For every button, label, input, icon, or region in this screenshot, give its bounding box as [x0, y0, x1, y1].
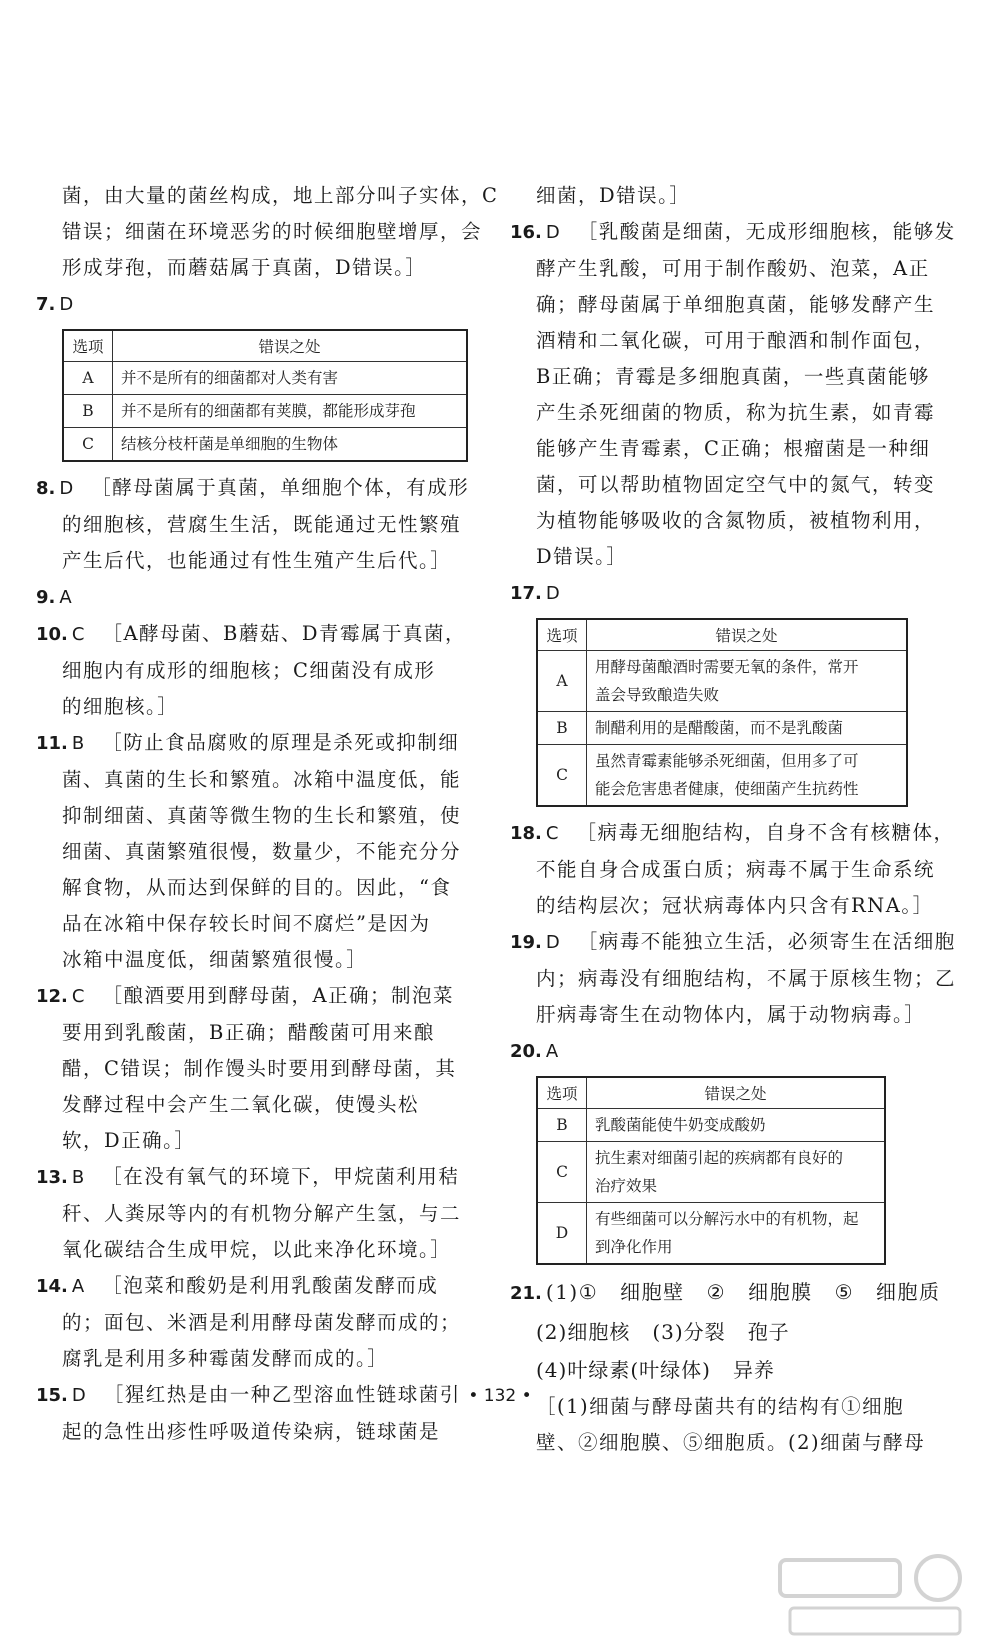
text-line: ［防止食品腐败的原理是杀死或抑制细: [102, 731, 460, 754]
table-cell-text: [587, 745, 908, 807]
answer-part: ⑤: [834, 1280, 855, 1304]
table-row: [63, 395, 467, 428]
cell-line: 虽然青霉素能够杀死细菌，但用多了可: [595, 752, 859, 770]
text-line: 能够产生青霉素，C正确；根瘤菌是一种细: [536, 437, 931, 460]
question-number: 15.: [36, 1385, 68, 1406]
text-line: 抑制细菌、真菌等微生物的生长和繁殖，使: [62, 804, 462, 827]
answer-letter: C: [71, 624, 85, 645]
answer-part: (2)细胞核: [536, 1320, 631, 1344]
text-line: 的；面包、米酒是利用酵母菌发酵而成的；: [62, 1311, 462, 1334]
table-cell-text: [587, 1109, 886, 1142]
text-line: ［猩红热是由一种乙型溶血性链球菌引: [103, 1383, 461, 1406]
question-18: [510, 815, 955, 852]
question-number: 17.: [510, 583, 542, 604]
text-line: 产生杀死细菌的物质，称为抗生素，如青霉: [536, 401, 936, 424]
question-number: 21.: [510, 1283, 542, 1304]
table-header-option: 选项: [537, 619, 587, 651]
table-header-error: 错误之处: [113, 330, 468, 362]
text-line: 形成芽孢，而蘑菇属于真菌，D错误。］: [62, 256, 427, 279]
text-line: 氧化碳结合生成甲烷，以此来净化环境。］: [62, 1238, 452, 1261]
cell-line: 用酵母菌酿酒时需要无氧的条件，常开: [595, 658, 859, 676]
text-line: ［在没有氧气的环境下，甲烷菌利用秸: [102, 1165, 460, 1188]
question-16: [510, 214, 956, 251]
text-line: ［酵母菌属于真菌，单细胞个体，有成形: [91, 476, 470, 499]
question-number: 11.: [36, 733, 68, 754]
answer-letter: A: [71, 1276, 85, 1297]
answer-letter: A: [545, 1041, 559, 1062]
answer-part: 异养: [732, 1358, 775, 1382]
table-header-option: 选项: [63, 330, 113, 362]
table-cell-option: B: [537, 1109, 587, 1142]
question-number: 13.: [36, 1167, 68, 1188]
table-row: [537, 1109, 885, 1142]
watermark-logo: [770, 1548, 970, 1643]
table-cell-option: B: [63, 395, 113, 428]
answer-part: 细胞膜: [748, 1280, 813, 1304]
table-cell-text: [587, 1142, 886, 1203]
answer-letter: C: [71, 986, 85, 1007]
text-line: D错误。］: [536, 545, 628, 568]
table-cell-option: B: [537, 712, 587, 745]
table-cell-option: C: [63, 428, 113, 462]
cell-line: 有些细菌可以分解污水中的有机物，起: [595, 1210, 859, 1228]
question-number: 14.: [36, 1276, 68, 1297]
text-line: 细菌、真菌繁殖很慢，数量少，不能充分分: [62, 840, 462, 863]
left-column: [36, 178, 499, 1450]
text-line: 的结构层次；冠状病毒体内只含有RNA。］: [536, 894, 934, 917]
table-cell-option: C: [537, 1142, 587, 1203]
text-line: 肝病毒寄生在动物体内，属于动物病毒。］: [536, 1003, 926, 1026]
text-line: 品在冰箱中保存较长时间不腐烂”是因为: [62, 912, 431, 935]
answer-letter: D: [59, 478, 74, 499]
text-line: 产生后代，也能通过有性生殖产生后代。］: [62, 549, 452, 572]
error-table-q20: [536, 1076, 886, 1265]
question-number: 20.: [510, 1041, 542, 1062]
question-21: [510, 1273, 950, 1313]
table-row: [537, 745, 907, 807]
cell-line: 治疗效果: [595, 1177, 658, 1195]
question-number: 10.: [36, 624, 68, 645]
answer-letter: B: [71, 1167, 85, 1188]
table-cell-option: C: [537, 745, 587, 807]
answer-part: 细胞质: [876, 1280, 941, 1304]
question-10: [36, 616, 476, 653]
table-row: [63, 362, 467, 395]
table-row: [537, 1203, 885, 1265]
text-line: 秆、人粪尿等内的有机物分解产生氢，与二: [62, 1202, 462, 1225]
text-line: 起的急性出疹性呼吸道传染病，链球菌是: [62, 1420, 441, 1443]
answer-part: ②: [706, 1280, 727, 1304]
text-line: ［乳酸菌是细菌，无成形细胞核，能够发: [577, 220, 956, 243]
table-cell-option: A: [63, 362, 113, 395]
text-line: 的细胞核，营腐生生活，既能通过无性繁殖: [62, 513, 462, 536]
right-column: [510, 178, 957, 1461]
text-line: 错误；细菌在环境恶劣的时候细胞壁增厚，会: [62, 220, 483, 243]
cell-line: 能会危害患者健康，使细菌产生抗药性: [595, 780, 859, 798]
answer-letter: B: [71, 733, 85, 754]
table-cell-text: 并不是所有的细菌都有荚膜，都能形成芽孢: [113, 395, 468, 428]
text-line: ［A酵母菌、B蘑菇、D青霉属于真菌，: [102, 622, 467, 645]
question-number: 9.: [36, 587, 56, 608]
question-number: 19.: [510, 932, 542, 953]
table-cell-text: [587, 1203, 886, 1265]
question-number: 16.: [510, 222, 542, 243]
answer-line: [510, 1351, 950, 1389]
answer-letter: D: [71, 1385, 86, 1406]
text-line: ［病毒不能独立生活，必须寄生在活细胞: [577, 930, 956, 953]
answer-part: (3)分裂: [652, 1320, 726, 1344]
answer-part: 孢子: [747, 1320, 790, 1344]
error-table-q7: [62, 329, 468, 462]
question-number: 12.: [36, 986, 68, 1007]
cell-line: 乳酸菌能使牛奶变成酸奶: [595, 1116, 766, 1134]
answer-part: (4)叶绿素(叶绿体): [536, 1358, 711, 1382]
answer-letter: D: [545, 222, 560, 243]
text-line: 菌，由大量的菌丝构成，地上部分叫子实体，C: [62, 184, 499, 207]
text-line: 的细胞核。］: [62, 695, 179, 718]
text-line: 壁、②细胞膜、⑤细胞质。(2)细菌与酵母: [536, 1431, 926, 1454]
text-line: 确；酵母菌属于单细胞真菌，能够发酵产生: [536, 293, 936, 316]
question-number: 18.: [510, 823, 542, 844]
text-line: 为植物能够吸收的含氮物质，被植物利用，: [536, 509, 936, 532]
text-line: 细菌，D错误。］: [536, 184, 691, 207]
table-row: [537, 712, 907, 745]
text-line: 菌，可以帮助植物固定空气中的氮气，转变: [536, 473, 936, 496]
text-line: ［泡菜和酸奶是利用乳酸菌发酵而成: [102, 1274, 439, 1297]
question-12: [36, 978, 476, 1015]
error-table-q17: [536, 618, 908, 807]
table-row: [537, 651, 907, 712]
table-cell-text: [587, 651, 908, 712]
question-20: [510, 1033, 950, 1070]
table-cell-text: 结核分枝杆菌是单细胞的生物体: [113, 428, 468, 462]
text-line: 软，D正确。］: [62, 1129, 196, 1152]
text-line: 冰箱中温度低，细菌繁殖很慢。］: [62, 948, 368, 971]
answer-letter: A: [59, 587, 72, 608]
text-line: 腐乳是利用多种霉菌发酵而成的。］: [62, 1347, 389, 1370]
text-line: 细胞内有成形的细胞核；C细菌没有成形: [62, 659, 436, 682]
question-11: [36, 725, 476, 762]
table-cell-option: D: [537, 1203, 587, 1265]
text-line: ［(1)细菌与酵母菌共有的结构有①细胞: [536, 1395, 905, 1418]
page-number: • 132 •: [468, 1386, 532, 1406]
text-line: 醋，C错误；制作馒头时要用到酵母菌，其: [62, 1057, 457, 1080]
text-line: 不能自身合成蛋白质；病毒不属于生命系统: [536, 858, 936, 881]
table-header-error: 错误之处: [587, 619, 908, 651]
text-line: ［酿酒要用到酵母菌，A正确；制泡菜: [102, 984, 455, 1007]
table-header-error: 错误之处: [587, 1077, 886, 1109]
cell-line: 抗生素对细菌引起的疾病都有良好的: [595, 1149, 844, 1167]
table-cell-text: [587, 712, 908, 745]
text-line: 酵产生乳酸，可用于制作酸奶、泡菜，A正: [536, 257, 930, 280]
text-line: 菌、真菌的生长和繁殖。冰箱中温度低，能: [62, 768, 462, 791]
cell-line: 制醋利用的是醋酸菌，而不是乳酸菌: [595, 719, 844, 737]
text-line: 内；病毒没有细胞结构，不属于原核生物；乙: [536, 967, 957, 990]
answer-part: 细胞壁: [620, 1280, 685, 1304]
text-line: B正确；青霉是多细胞真菌，一些真菌能够: [536, 365, 930, 388]
question-19: [510, 924, 956, 961]
answer-letter: D: [545, 932, 560, 953]
question-number: 7.: [36, 294, 56, 315]
table-cell-option: A: [537, 651, 587, 712]
table-row: [537, 1142, 885, 1203]
table-row: [63, 428, 467, 462]
question-14: [36, 1268, 476, 1305]
table-header-option: 选项: [537, 1077, 587, 1109]
answer-line: [510, 1313, 950, 1351]
answer-letter: D: [59, 294, 74, 315]
answer-letter: D: [545, 583, 560, 604]
question-7: [36, 286, 476, 323]
table-cell-text: 并不是所有的细菌都对人类有害: [113, 362, 468, 395]
text-line: 要用到乳酸菌，B正确；醋酸菌可用来酿: [62, 1021, 435, 1044]
answer-part: (1)①: [545, 1280, 599, 1304]
text-line: 发酵过程中会产生二氧化碳，使馒头松: [62, 1093, 420, 1116]
answer-letter: C: [545, 823, 559, 844]
page-number-value: 132: [483, 1386, 517, 1406]
question-8: [36, 470, 476, 507]
cell-line: 盖会导致酿造失败: [595, 686, 720, 704]
text-line: ［病毒无细胞结构，自身不含有核糖体，: [576, 821, 955, 844]
text-line: 解食物，从而达到保鲜的目的。因此，“食: [62, 876, 452, 899]
question-number: 8.: [36, 478, 56, 499]
question-9: [36, 579, 476, 616]
text-line: 酒精和二氧化碳，可用于酿酒和制作面包，: [536, 329, 936, 352]
cell-line: 到净化作用: [595, 1238, 673, 1256]
question-13: [36, 1159, 476, 1196]
question-17: [510, 575, 950, 612]
